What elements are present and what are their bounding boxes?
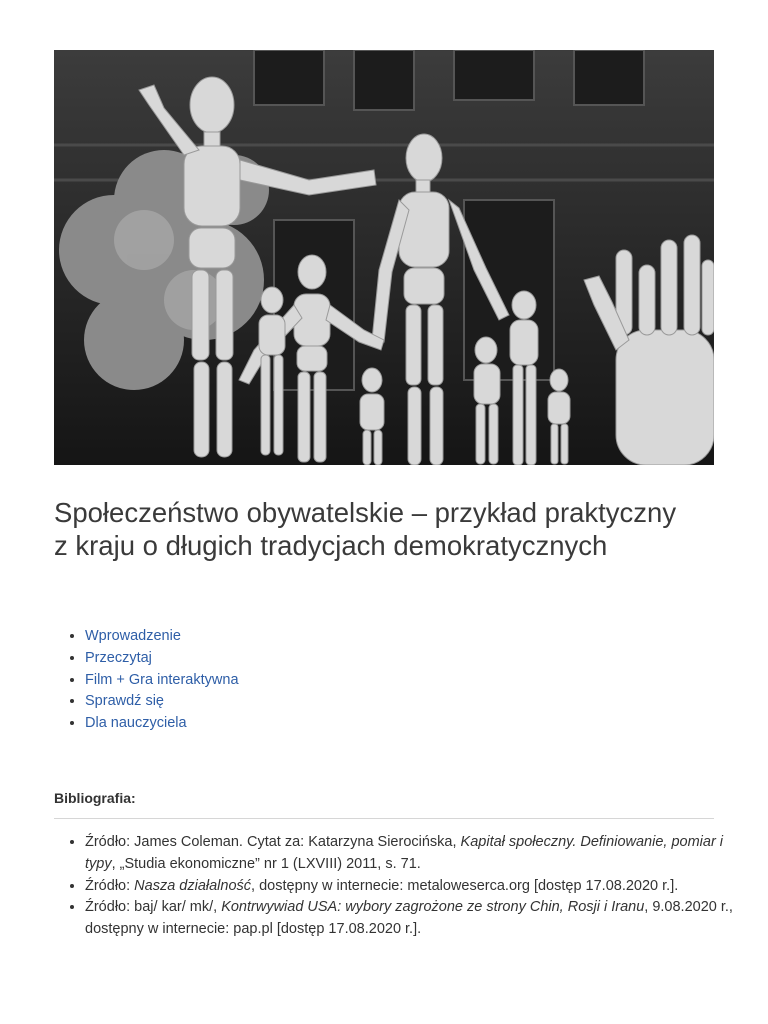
toc-link-sprawdz-sie[interactable]: Sprawdź się — [85, 693, 164, 710]
toc-link-wprowadzenie[interactable]: Wprowadzenie — [85, 628, 181, 644]
page-title-line-2: z kraju o długich tradycjach demokratycznych — [54, 530, 608, 561]
bib-source-title: Kontrwywiad USA: wybory zagrożone ze strony Chin, Rosji i Iranu — [221, 899, 645, 916]
toc-link-przeczytaj[interactable]: Przeczytaj — [85, 649, 152, 666]
page-title — [54, 496, 724, 562]
bib-source-details: , 9.08.2020 r., dostępny w internecie: pap.pl [dostęp 17.08.2020 r.]. — [85, 899, 733, 938]
bibliography-heading: Bibliografia: — [54, 790, 136, 806]
bib-source-details: , „Studia ekonomiczne” nr 1 (LXVIII) 2011, s. 71. — [111, 855, 421, 872]
bibliography-item — [85, 897, 745, 941]
bibliography-item — [85, 876, 745, 898]
hero-photo — [54, 50, 714, 465]
toc-item — [85, 691, 745, 713]
toc-item — [85, 713, 745, 735]
toc-link-film-gra[interactable]: Film + Gra interaktywna — [85, 671, 239, 688]
bib-source-details: , dostępny w internecie: metaloweserca.org [dostęp 17.08.2020 r.]. — [251, 877, 679, 894]
divider — [54, 818, 714, 819]
toc-link-dla-nauczyciela[interactable]: Dla nauczyciela — [85, 715, 187, 732]
toc-item — [85, 648, 745, 670]
page-title-line-1: Społeczeństwo obywatelskie – przykład praktyczny — [54, 497, 677, 528]
bib-source-text: Źródło: baj/ kar/ mk/, — [85, 899, 222, 916]
toc-item — [85, 626, 745, 648]
table-of-contents — [54, 626, 745, 735]
bib-source-text: Źródło: — [85, 877, 135, 894]
wooden-mannequins-photo-icon — [54, 50, 714, 465]
bibliography-list — [54, 832, 745, 941]
bib-source-title: Nasza działalność — [134, 877, 252, 894]
toc-item — [85, 670, 745, 692]
bib-source-text: Źródło: James Coleman. Cytat za: Katarzyna Sierocińska, — [85, 834, 461, 850]
bib-source-title: Kapitał społeczny. Definiowanie, pomiar i typy — [85, 834, 724, 872]
bibliography-item — [85, 832, 745, 876]
